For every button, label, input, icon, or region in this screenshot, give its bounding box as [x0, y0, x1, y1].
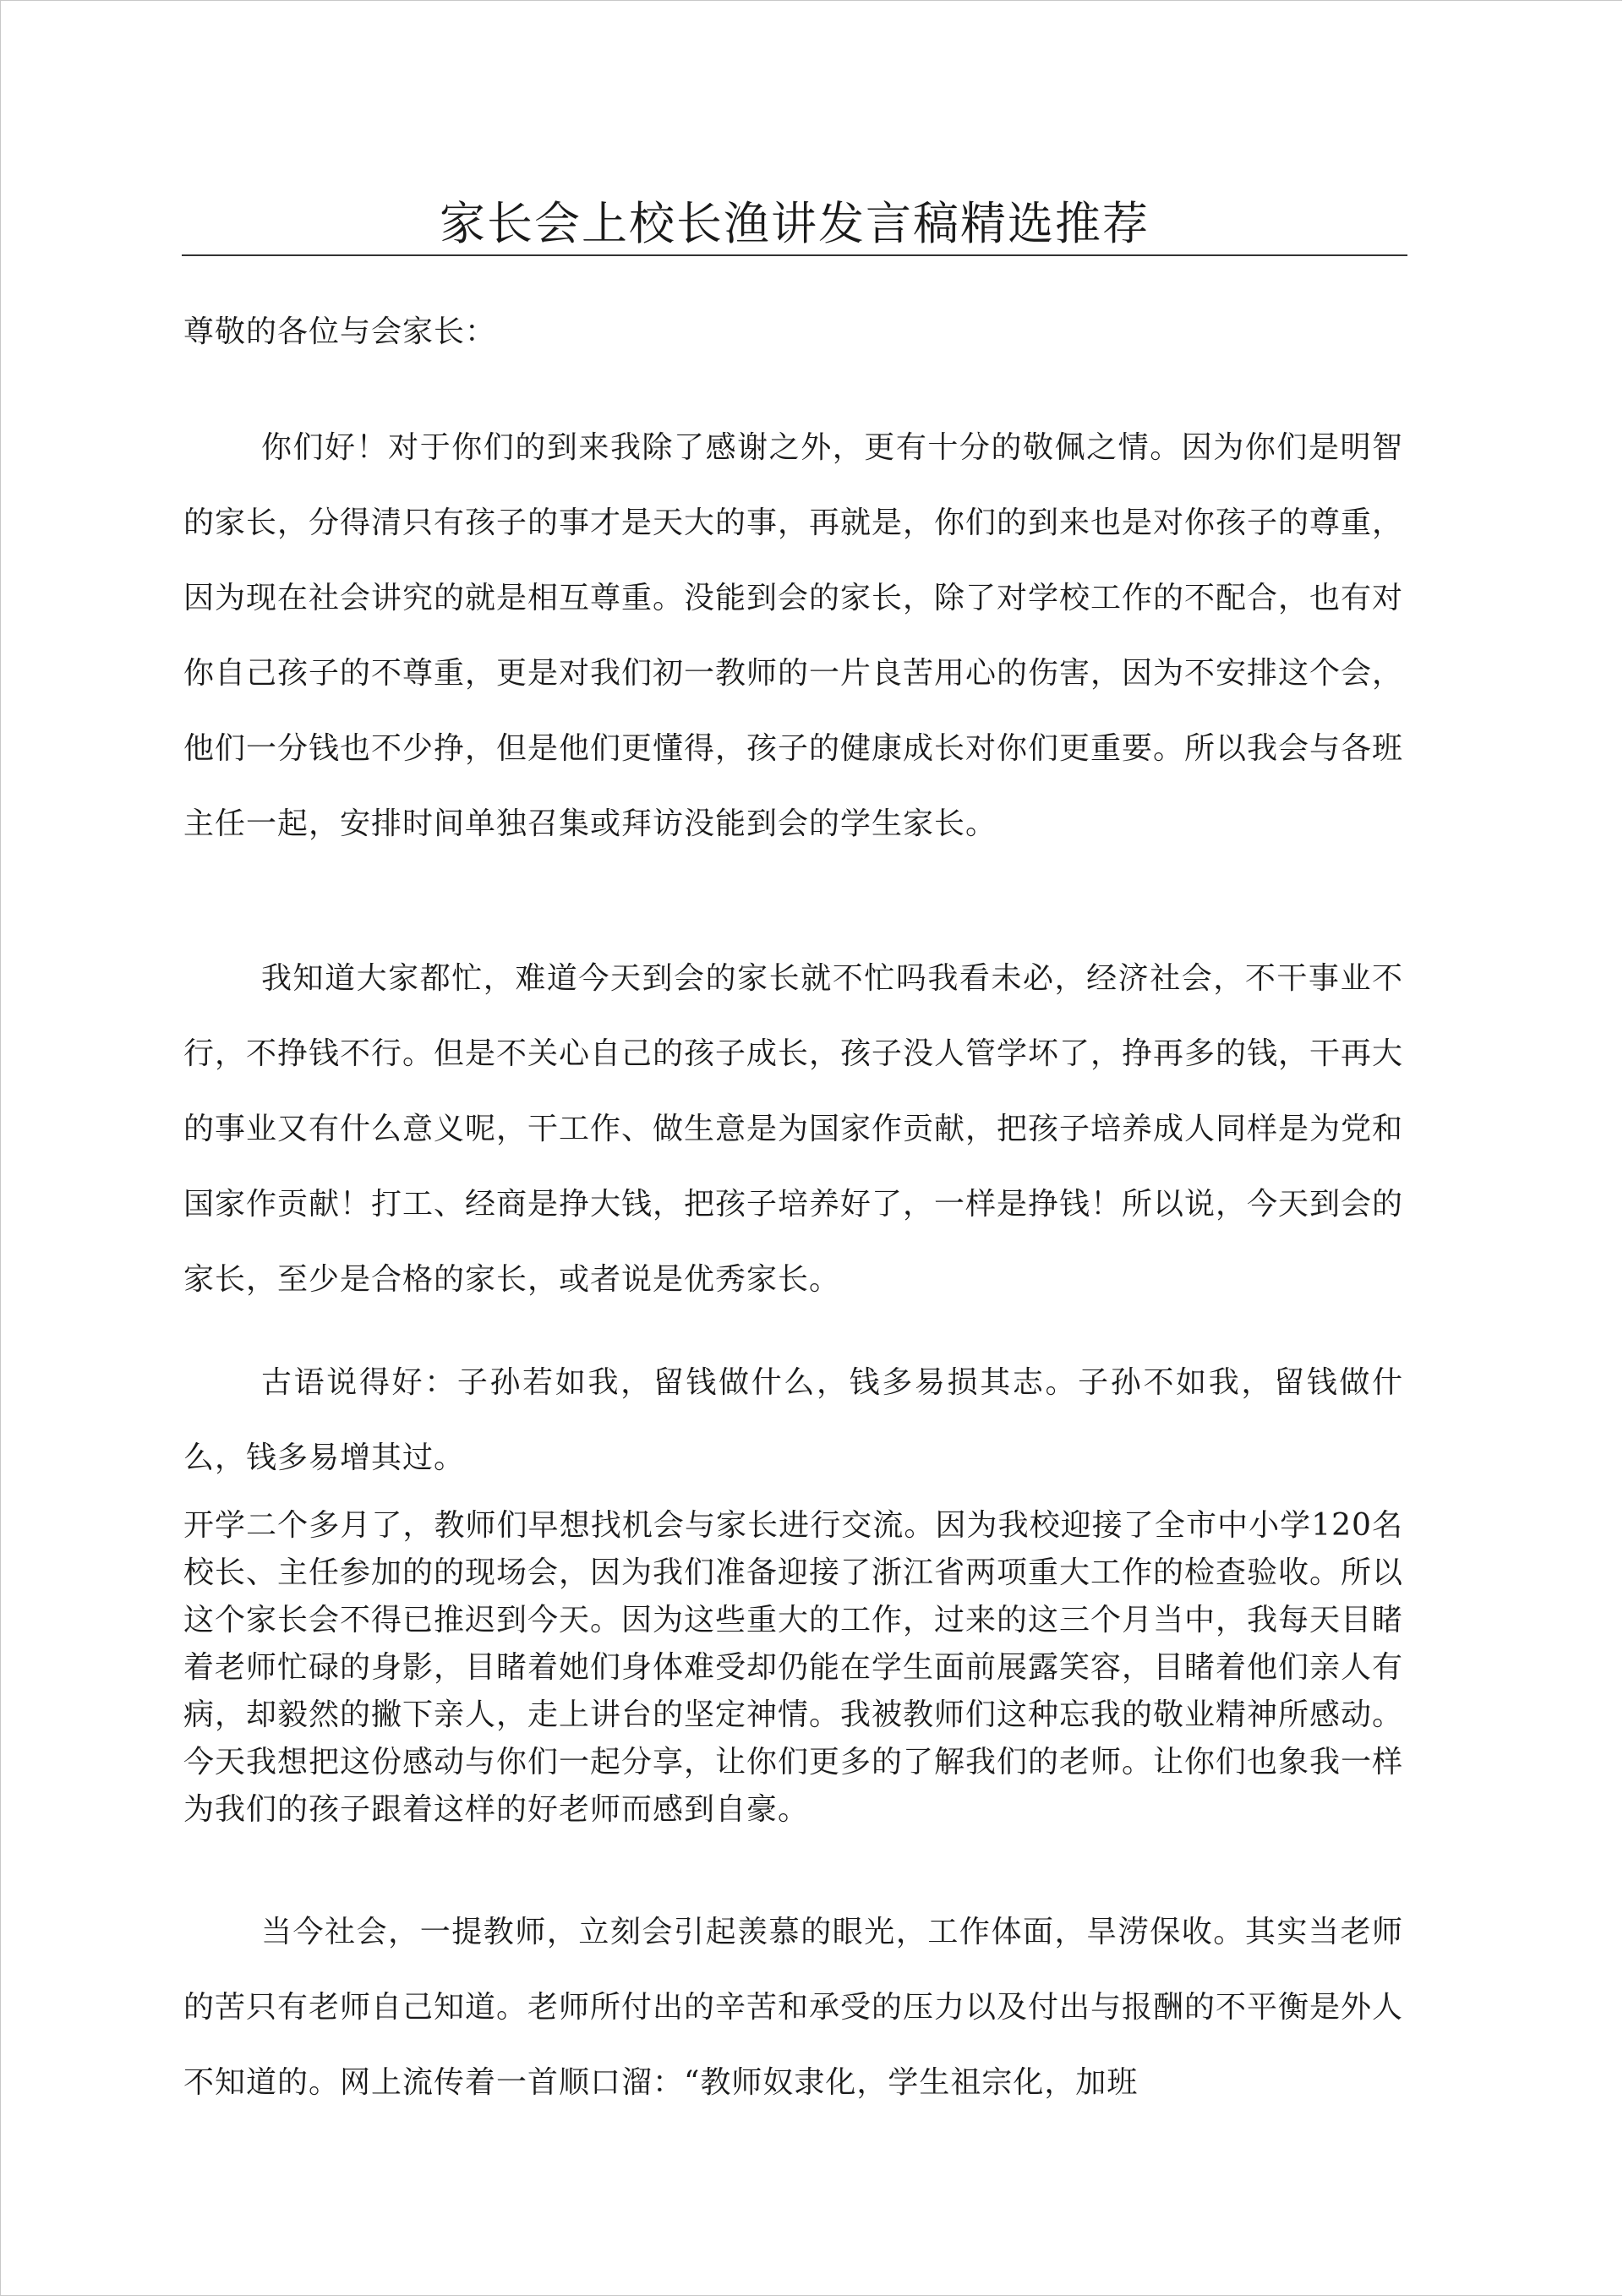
title-underline: [182, 254, 1407, 256]
salutation: 尊敬的各位与会家长：: [183, 314, 497, 349]
paragraph-2: 我知道大家都忙，难道今天到会的家长就不忙吗我看未必，经济社会，不干事业不行，不挣钱不行。但是不关心自己的孩子成长，孩子没人管学坏了，挣再多的钱，干再大的事业又有什么意义呢，干工作、做生意是为国家作贡献，把孩子培养成人同样是为党和国家作贡献！打工、经商是挣大钱，把孩子培养好了，一样是挣钱！所以说，今天到会的家长，至少是合格的家长，或者说是优秀家长。: [183, 961, 1404, 1297]
paragraph-4: 开学二个多月了，教师们早想找机会与家长进行交流。因为我校迎接了全市中小学120名校长、主任参加的的现场会，因为我们准备迎接了浙江省两项重大工作的检查验收。所以这个家长会不得已推迟到今天。因为这些重大的工作，过来的这三个月当中，我每天目睹着老师忙碌的身影，目睹着她们身体难受却仍能在学生面前展露笑容，目睹着他们亲人有病，却毅然的撇下亲人，走上讲台的坚定神情。我被教师们这种忘我的敬业精神所感动。今天我想把这份感动与你们一起分享，让你们更多的了解我们的老师。让你们也象我一样为我们的孩子跟着这样的好老师而感到自豪。: [183, 1508, 1404, 1827]
paragraph-3: 古语说得好：子孙若如我，留钱做什么，钱多易损其志。子孙不如我，留钱做什么，钱多易增其过。: [183, 1365, 1403, 1475]
paragraph-1: 你们好！对于你们的到来我除了感谢之外，更有十分的敬佩之情。因为你们是明智的家长，分得清只有孩子的事才是天大的事，再就是，你们的到来也是对你孩子的尊重，因为现在社会讲究的就是相互尊重。没能到会的家长，除了对学校工作的不配合，也有对你自己孩子的不尊重，更是对我们初一教师的一片良苦用心的伤害，因为不安排这个会，他们一分钱也不少挣，但是他们更懂得，孩子的健康成长对你们更重要。所以我会与各班主任一起，安排时间单独召集或拜访没能到会的学生家长。: [183, 430, 1404, 841]
paragraph-5: 当今社会，一提教师，立刻会引起羡慕的眼光，工作体面，旱涝保收。其实当老师的苦只有老师自己知道。老师所付出的辛苦和承受的压力以及付出与报酬的不平衡是外人不知道的。网上流传着一首顺口溜：“教师奴隶化，学生祖宗化，加班: [183, 1915, 1404, 2100]
page-title: 家长会上校长渔讲发言稿精选推荐: [440, 197, 1150, 250]
